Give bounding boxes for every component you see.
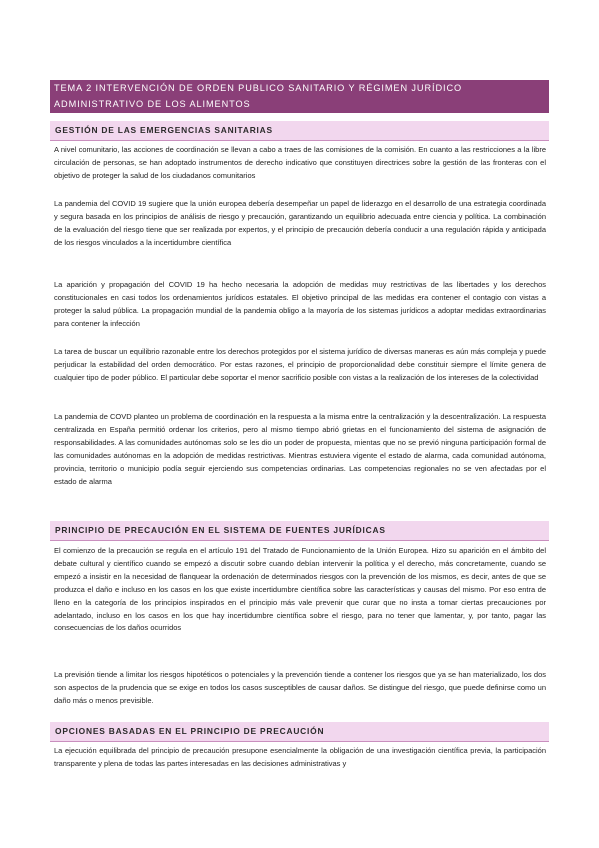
- section-heading-opciones: OPCIONES BASADAS EN EL PRINCIPIO DE PRECAUCIÓN: [50, 722, 549, 742]
- section-heading-gestion: GESTIÓN DE LAS EMERGENCIAS SANITARIAS: [50, 121, 549, 141]
- document-title: [50, 80, 549, 113]
- paragraph: La aparición y propagación del COVID 19 ha hecho necesaria la adopción de medidas muy restrictivas de las libertades y los derechos constitucionales en casi todos los ordenamientos jurídicos estatales. El objetivo principal de las medidas era contener el contagio con vistas a proteger la salud pública. La propagación mundial de la pandemia obligo a la mayoría de los sistemas jurídicos a adoptar medidas extraordinarias para contener la infección: [54, 280, 546, 328]
- paragraph: La previsión tiende a limitar los riesgos hipotéticos o potenciales y la prevención tiende a contener los riesgos que ya se han materializado, los dos son aspectos de la prudencia que se exige en todos los casos susceptibles de causar daños. Se distingue del riesgo, que puede definirse como un daño más o menos previsible.: [54, 670, 546, 705]
- paragraph: La pandemia de COVD planteo un problema de coordinación en la respuesta a la misma entre la centralización y la descentralización. La respuesta centralizada en España permitió ordenar los criterios, pero al mismo tiempo abrió grietas en el funcionamiento del sistema de asignación de responsabilidades. A las comunidades autónomas solo se les dio un poder de propuesta, mientas que no se previó ninguna participación formal de las comunidades autónomas en la adopción de medidas restrictivas. Mientras estuviera vigente el estado de alarma, cada comunidad autónoma, provincia, territorio o municipio podía seguir ejerciendo sus competencias ordinarias. Las competencias regionales no se ven afectadas por el estado de alarma: [54, 412, 546, 486]
- title-line-2: ADMINISTRATIVO DE LOS ALIMENTOS: [54, 98, 251, 109]
- paragraph: A nivel comunitario, las acciones de coordinación se llevan a cabo a traes de las comisiones de la comisión. En cuanto a las restricciones a la libre circulación de personas, se han adoptado instrumentos de derecho indicativo que constituyen directrices sobre la gestión de las fronteras con el objetivo de proteger la salud de los ciudadanos comunitarios: [54, 145, 546, 180]
- paragraph: La tarea de buscar un equilibrio razonable entre los derechos protegidos por el sistema jurídico de diversas maneras es aún más compleja y puede perjudicar la estabilidad del orden democrático. Por estas razones, el principio de proporcionalidad debe constituir siempre el límite genera de cualquier tipo de poder público. El particular debe soportar el menor sacrificio posible con vistas a la realización de los intereses de la colectividad: [54, 347, 546, 382]
- paragraph: El comienzo de la precaución se regula en el artículo 191 del Tratado de Funcionamiento de la Unión Europea. Hizo su aparición en el ámbito del debate cultural y científico cuando se empezó a discutir sobre cuando debían intervenir la política y el derecho, más concretamente, cuando se empezó a insistir en la necesidad de flanquear la ordenación de determinados riesgos con la prevención de los mismos, es decir, antes de que se produzca el daño e incluso en los casos en los que existe incertidumbre científica sobre las características y causas del mismo. Por eso entra de lleno en la categoría de los principios inspirados en el principio más vale prevenir que curar que no insta a tomar ciertas precauciones por adelantado, incluso en los casos en los que hay incertidumbre científica sobre el riesgo, para no tener que lamentar, y, por tanto, pagar las consecuencias de los daños ocurridos: [54, 546, 546, 633]
- title-line-1: TEMA 2 INTERVENCIÓN DE ORDEN PUBLICO SANITARIO Y RÉGIMEN JURÍDICO: [54, 83, 463, 93]
- paragraph: La pandemia del COVID 19 sugiere que la unión europea debería desempeñar un papel de liderazgo en el desarrollo de una estrategia coordinada y segura basada en los principios de análisis de riesgo y precaución, garantizando un equilibrio adecuada entre ciencia y política. La combinación de la evaluación del riesgo tiene que ser realizada por expertos, y el principio de precaución debería conducir a una regulación rápida y anticipada de los riesgos vinculados a la incertidumbre científica: [54, 199, 546, 247]
- section-heading-principio: PRINCIPIO DE PRECAUCIÓN EN EL SISTEMA DE FUENTES JURÍDICAS: [50, 521, 549, 541]
- paragraph: La ejecución equilibrada del principio de precaución presupone esencialmente la obligación de una investigación científica previa, la participación transparente y plena de todas las partes interesadas en las decisiones administrativas y: [54, 746, 546, 768]
